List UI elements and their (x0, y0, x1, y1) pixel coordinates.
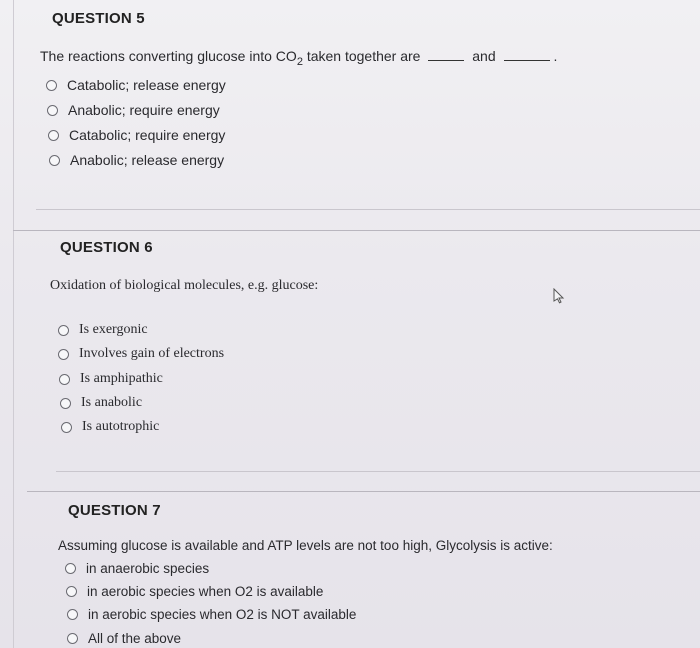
q7-option-4-label: All of the above (88, 631, 182, 646)
q5-option-3[interactable] (48, 127, 225, 143)
question-7-title: QUESTION 7 (68, 502, 161, 519)
radio-circle-icon[interactable] (59, 374, 70, 385)
content-border (13, 0, 14, 648)
question-6-prompt: Oxidation of biological molecules, e.g. glucose: (50, 278, 319, 293)
blank-2[interactable] (504, 59, 550, 61)
q6-option-2[interactable] (58, 346, 224, 362)
blank-1[interactable] (428, 59, 464, 61)
q7-option-1[interactable] (65, 561, 209, 576)
q5-option-2[interactable] (47, 102, 220, 118)
separator (56, 471, 700, 472)
radio-circle-icon[interactable] (46, 80, 57, 91)
radio-circle-icon[interactable] (58, 349, 69, 360)
q7-option-2-label: in aerobic species when O2 is available (87, 584, 324, 599)
q6-option-1-label: Is exergonic (79, 322, 148, 337)
q7-option-1-label: in anaerobic species (86, 561, 210, 576)
q7-option-2[interactable] (66, 584, 323, 599)
q5-option-4-label: Anabolic; release energy (70, 152, 225, 168)
radio-circle-icon[interactable] (49, 155, 60, 166)
question-5-prompt-mid: taken together are (302, 48, 421, 64)
radio-circle-icon[interactable] (67, 633, 78, 644)
q6-option-5-label: Is autotrophic (82, 419, 160, 434)
separator (13, 230, 700, 231)
q5-option-1[interactable] (46, 77, 226, 93)
q5-option-4[interactable] (49, 152, 224, 168)
q7-option-4[interactable] (67, 631, 181, 646)
mouse-pointer-icon (551, 288, 567, 304)
radio-circle-icon[interactable] (66, 586, 77, 597)
q7-option-3[interactable] (67, 607, 356, 622)
radio-circle-icon[interactable] (67, 609, 78, 620)
radio-circle-icon[interactable] (58, 325, 69, 336)
q5-option-1-label: Catabolic; release energy (67, 77, 226, 93)
q5-option-3-label: Catabolic; require energy (69, 127, 226, 143)
question-5-prompt (40, 48, 557, 68)
question-5-title: QUESTION 5 (52, 10, 145, 27)
q6-option-5[interactable] (61, 419, 159, 435)
separator (36, 209, 700, 210)
q6-option-4[interactable] (60, 395, 142, 411)
q6-option-2-label: Involves gain of electrons (79, 346, 225, 361)
q5-option-2-label: Anabolic; require energy (68, 102, 220, 118)
radio-circle-icon[interactable] (65, 563, 76, 574)
question-6-title: QUESTION 6 (60, 239, 153, 256)
radio-circle-icon[interactable] (61, 422, 72, 433)
q6-option-1[interactable] (58, 322, 148, 338)
separator (27, 491, 700, 492)
question-7-prompt: Assuming glucose is available and ATP levels are not too high, Glycolysis is active: (58, 538, 553, 553)
radio-circle-icon[interactable] (47, 105, 58, 116)
question-5-period: . (553, 48, 558, 64)
q6-option-4-label: Is anabolic (81, 395, 143, 410)
radio-circle-icon[interactable] (48, 130, 59, 141)
q7-option-3-label: in aerobic species when O2 is NOT available (88, 607, 357, 622)
radio-circle-icon[interactable] (60, 398, 71, 409)
question-5-subscript: 2 (296, 55, 303, 68)
q6-option-3[interactable] (59, 371, 163, 387)
q6-option-3-label: Is amphipathic (80, 371, 163, 386)
question-5-and: and (472, 48, 496, 64)
question-5-prompt-text: The reactions converting glucose into CO (40, 48, 297, 64)
